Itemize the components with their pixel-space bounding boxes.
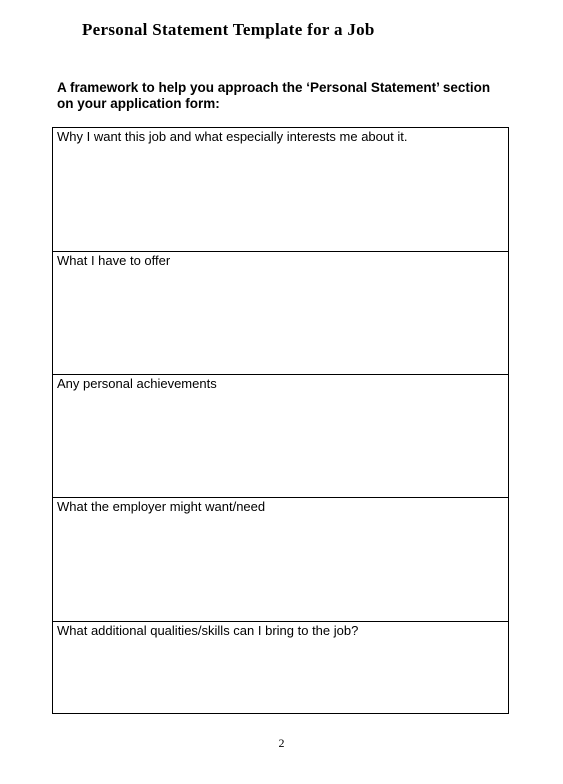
section-what-i-offer[interactable] [53,251,508,374]
intro-text [57,80,509,112]
intro-line-1: A framework to help you approach the ‘Personal Statement’ section [57,80,491,95]
section-label: What the employer might want/need [57,499,266,514]
document-title: Personal Statement Template for a Job [82,20,375,39]
section-personal-achievements[interactable] [53,374,508,497]
intro-line-2: on your application form: [57,96,220,111]
section-employer-needs[interactable] [53,497,508,621]
section-additional-qualities[interactable] [53,621,508,713]
page-number: 2 [278,736,285,750]
section-why-this-job[interactable] [53,128,508,251]
statement-form-table [52,127,509,714]
section-label: Why I want this job and what especially interests me about it. [57,129,408,144]
section-label: Any personal achievements [57,376,217,391]
section-label: What I have to offer [57,253,171,268]
section-label: What additional qualities/skills can I bring to the job? [57,623,359,638]
